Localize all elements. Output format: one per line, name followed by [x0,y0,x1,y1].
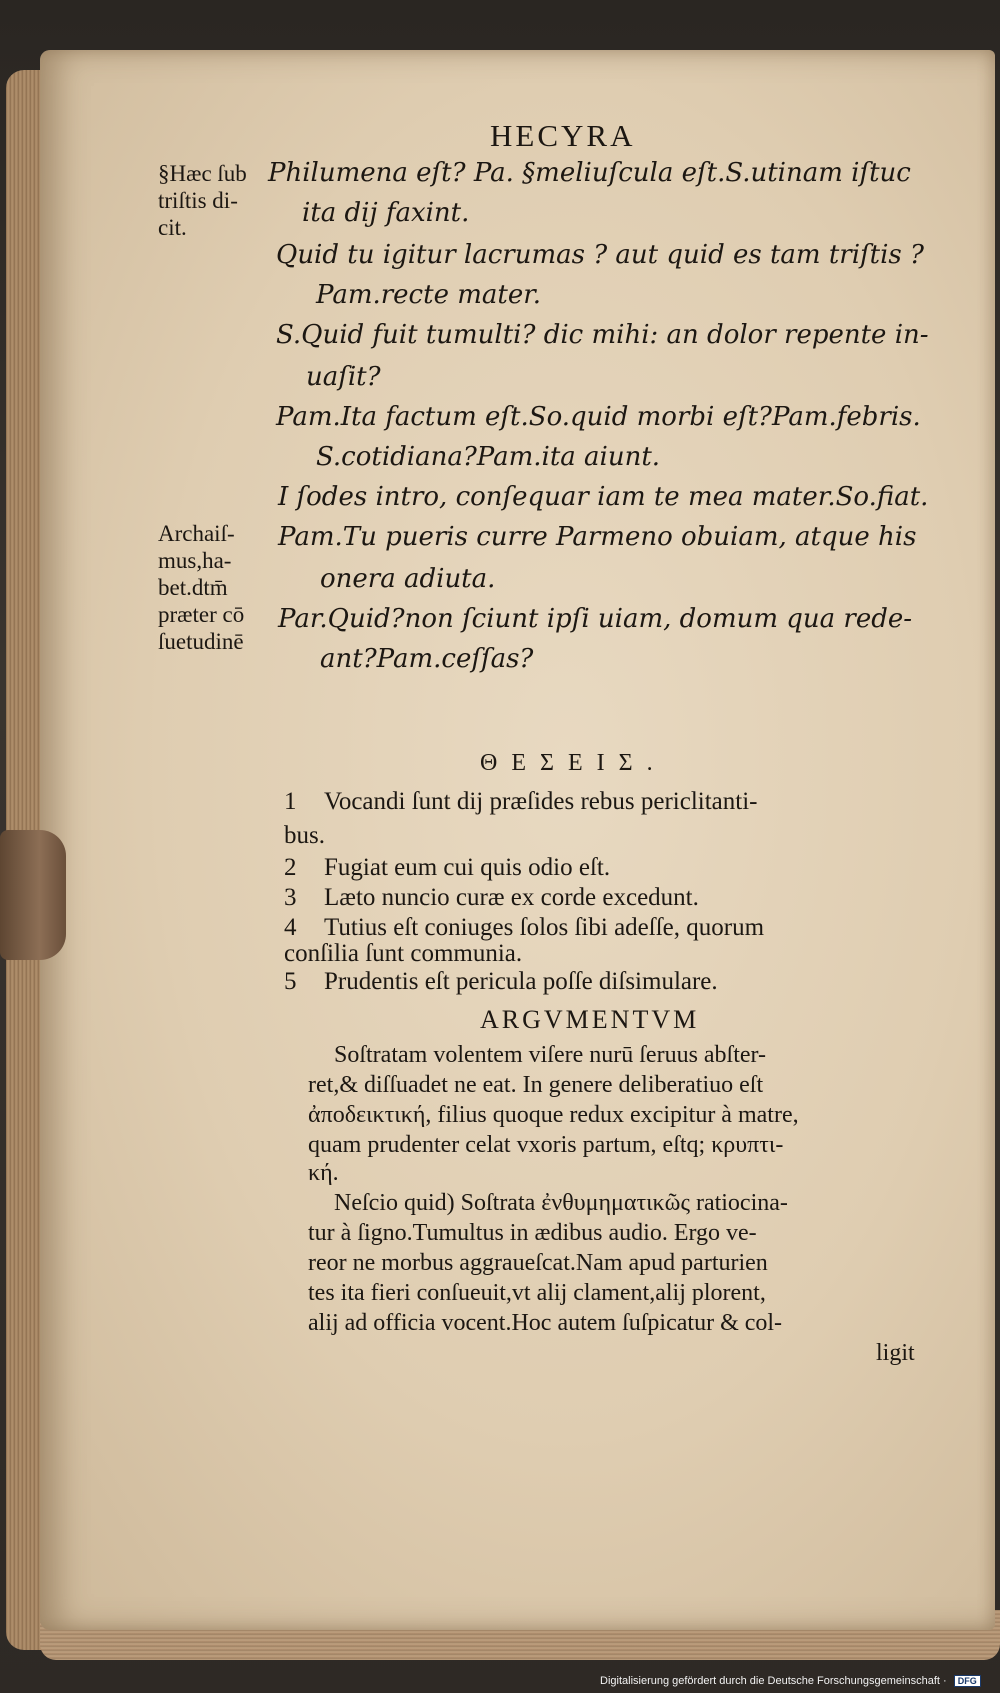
theses-heading: ΘΕΣΕΙΣ. [480,750,667,776]
thesis-number: 3 [284,884,297,911]
argument-heading: ARGVMENTVM [480,1005,700,1034]
digitization-footer [600,1675,981,1687]
verse-line: S.Quid fuit tumulti? dic mihi: an dolor repente in- [276,320,929,350]
thesis-item [284,940,522,968]
thesis-text: Læto nuncio curæ ex corde excedunt. [324,884,699,911]
verse-line: uaſit? [306,362,381,392]
argument-line: Neſcio quid) Soſtrata ἐνθυμηματικῶς ratiocina- [334,1190,788,1216]
argument-line: Soſtratam volentem viſere nurū ſeruus abſter- [334,1042,767,1068]
verse-line: Quid tu igitur lacrumas ? aut quid es tam triſtis ? [276,240,924,270]
thesis-item [284,914,764,942]
thesis-item [284,822,325,850]
thesis-item [284,854,610,882]
thesis-number: 1 [284,788,297,815]
thesis-number: 4 [284,914,297,941]
thesis-number: 5 [284,968,297,995]
thesis-text: conſilia ſunt communia. [284,940,523,967]
book-clasp [0,830,66,960]
running-header: HECYRA [490,118,636,153]
dfg-logo: DFG [954,1675,981,1687]
argument-line: reor ne morbus aggraueſcat.Nam apud parturien [308,1250,768,1276]
verse-line: Pam.recte mater. [316,280,542,310]
verse-line: I ſodes intro, conſequar iam te mea mater.So.fiat. [278,482,929,512]
thesis-text: Vocandi ſunt dij præſides rebus periclitanti- [324,788,758,815]
thesis-text: Tutius eſt coniuges ſolos ſibi adeſſe, quorum [324,914,765,941]
argument-line: κή. [308,1160,339,1186]
catchword: ligit [876,1340,915,1366]
verse-line: onera adiuta. [320,564,496,594]
footer-text: Digitalisierung gefördert durch die Deutsche Forschungsgemeinschaft · [600,1675,947,1687]
thesis-item [284,884,699,912]
argument-line: ἀποδεικτική, filius quoque redux excipitur à matre, [308,1102,799,1128]
verse-line: Par.Quid?non ſciunt ipſi uiam, domum qua rede- [278,604,913,634]
argument-line: tes ita fieri conſueuit,vt alij clament,alij plorent, [308,1280,766,1306]
thesis-item [284,968,718,996]
book-page [40,50,995,1630]
thesis-item [284,788,757,816]
verse-line: ant?Pam.ceſſas? [320,644,534,674]
verse-line: Pam.Ita factum eſt.So.quid morbi eſt?Pam.febris. [276,402,921,432]
argument-line: ret,& diſſuadet ne eat. In genere deliberatiuo eſt [308,1072,764,1098]
thesis-text: Prudentis eſt pericula poſſe diſsimulare. [324,968,718,995]
verse-line: ita dij faxint. [302,198,470,228]
verse-line: Philumena eſt? Pa. §meliuſcula eſt.S.utinam iſtuc [268,158,911,188]
argument-line: alij ad officia vocent.Hoc autem ſuſpicatur & col- [308,1310,783,1336]
thesis-text: bus. [284,822,325,849]
thesis-text: Fugiat eum cui quis odio eſt. [324,854,611,881]
verse-line: S.cotidiana?Pam.ita aiunt. [316,442,661,472]
argument-line: quam prudenter celat vxoris partum, eſtq; κρυπτι- [308,1132,784,1158]
verse-line: Pam.Tu pueris curre Parmeno obuiam, atque his [278,522,917,552]
margin-note-1: §Hæc ſub triſtis di- cit. [158,161,247,240]
margin-note-2: Archaiſ- mus,ha- bet.dtm̄ præter cō ſuetudinē [158,521,245,654]
argument-line: tur à ſigno.Tumultus in ædibus audio. Ergo ve- [308,1220,757,1246]
thesis-number: 2 [284,854,297,881]
